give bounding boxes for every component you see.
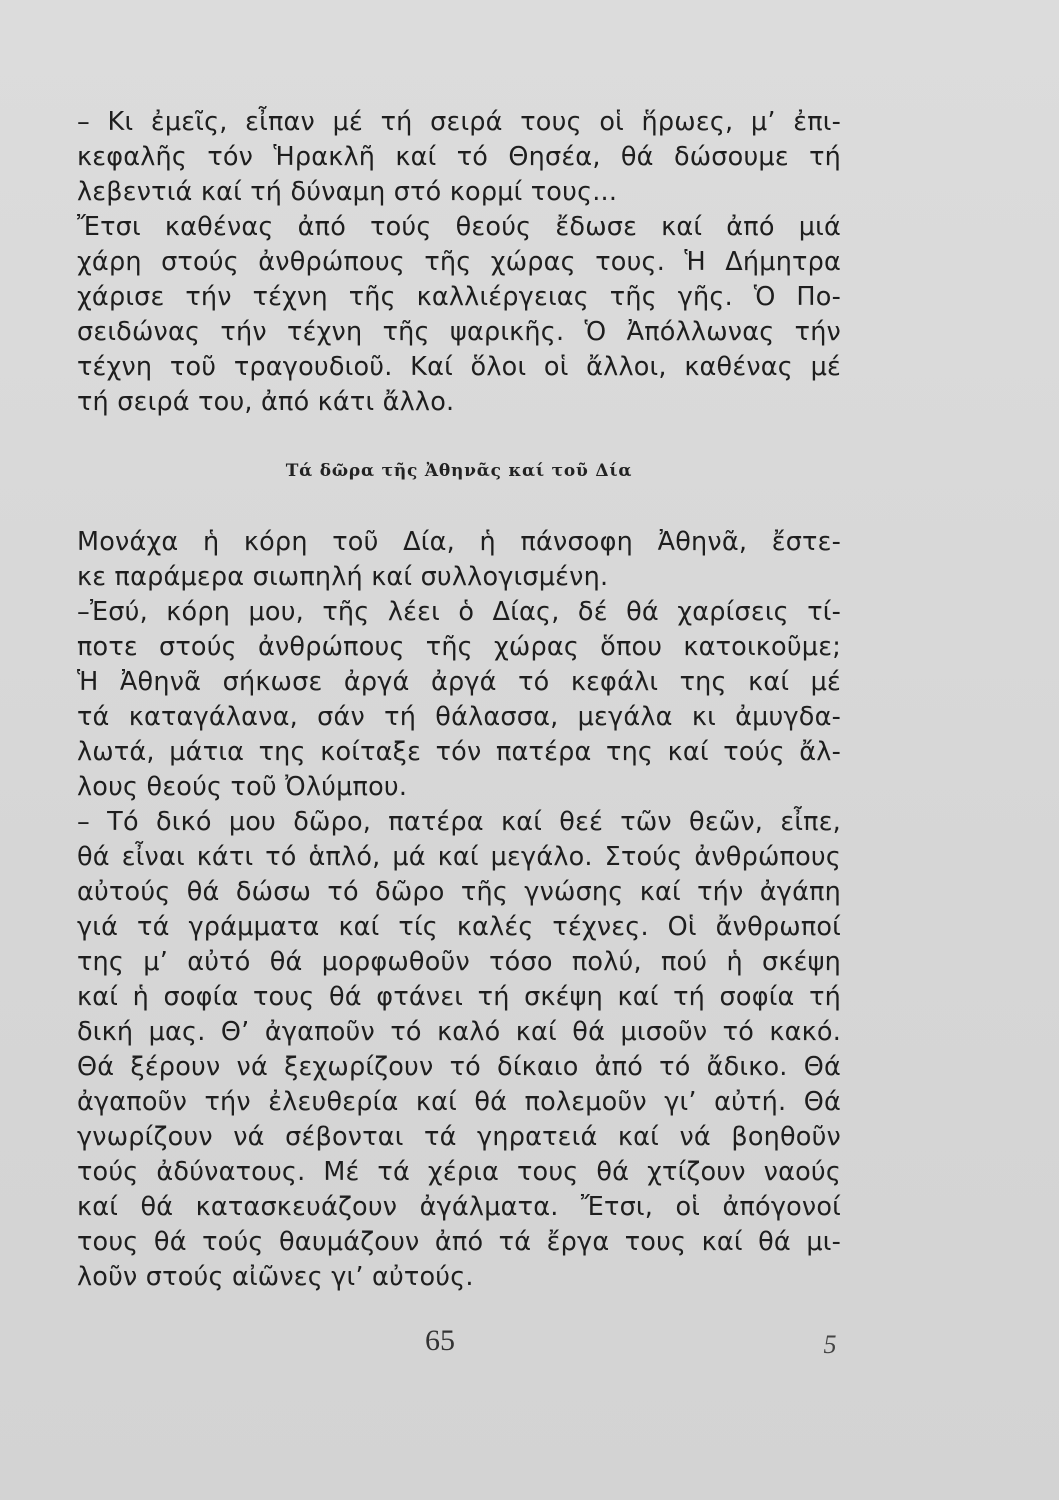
- text-line: τά καταγάλανα, σάν τή θάλασσα, μεγάλα κι ἀμυγδα-: [77, 702, 841, 732]
- text-line: Μονάχα ἡ κόρη τοῦ Δία, ἡ πάνσοφη Ἀθηνᾶ, ἔστε-: [77, 527, 841, 557]
- text-line: αὐτούς θά δώσω τό δῶρο τῆς γνώσης καί τήν ἀγάπη: [77, 877, 841, 907]
- text-line: Θά ξέρουν νά ξεχωρίζουν τό δίκαιο ἀπό τό ἄδικο. Θά: [77, 1052, 841, 1082]
- text-line: ποτε στούς ἀνθρώπους τῆς χώρας ὅπου κατοικοῦμε;: [77, 632, 841, 662]
- text-line: τή σειρά του, ἀπό κάτι ἄλλο.: [77, 387, 455, 417]
- text-line: λεβεντιά καί τή δύναμη στό κορμί τους...: [77, 177, 618, 207]
- text-line: θά εἶναι κάτι τό ἁπλό, μά καί μεγάλο. Στούς ἀνθρώπους: [77, 842, 841, 872]
- text-line: –Ἐσύ, κόρη μου, τῆς λέει ὁ Δίας, δέ θά χαρίσεις τί-: [77, 597, 841, 627]
- text-line: τούς ἀδύνατους. Μέ τά χέρια τους θά χτίζουν ναούς: [77, 1157, 841, 1187]
- text-line: γνωρίζουν νά σέβονται τά γηρατειά καί νά βοηθοῦν: [77, 1122, 841, 1152]
- text-line: τέχνη τοῦ τραγουδιοῦ. Καί ὅλοι οἱ ἄλλοι, καθένας μέ: [77, 352, 841, 382]
- text-line: λωτά, μάτια της κοίταξε τόν πατέρα της καί τούς ἄλ-: [77, 737, 841, 767]
- text-line: δική μας. Θ’ ἀγαποῦν τό καλό καί θά μισοῦν τό κακό.: [77, 1017, 841, 1047]
- text-line: λοῦν στούς αἰῶνες γι’ αὐτούς.: [77, 1262, 474, 1292]
- page-number: 65: [425, 1324, 455, 1357]
- text-line: καί ἡ σοφία τους θά φτάνει τή σκέψη καί τή σοφία τή: [77, 982, 841, 1012]
- text-line: κε παράμερα σιωπηλή καί συλλογισμένη.: [77, 562, 609, 592]
- text-line: χάρη στούς ἀνθρώπους τῆς χώρας τους. Ἡ Δήμητρα: [77, 247, 841, 277]
- text-line: γιά τά γράμματα καί τίς καλές τέχνες. Οἱ ἄνθρωποί: [77, 912, 841, 942]
- text-line: χάρισε τήν τέχνη τῆς καλλιέργειας τῆς γῆς. Ὁ Πο-: [77, 282, 841, 312]
- text-line: σειδώνας τήν τέχνη τῆς ψαρικῆς. Ὁ Ἀπόλλωνας τήν: [77, 317, 841, 347]
- text-line: Ἔτσι καθένας ἀπό τούς θεούς ἔδωσε καί ἀπό μιά: [77, 212, 841, 242]
- signature-mark: 5: [823, 1330, 837, 1359]
- text-line: τους θά τούς θαυμάζουν ἀπό τά ἔργα τους καί θά μι-: [77, 1227, 841, 1257]
- text-line: κεφαλῆς τόν Ἡρακλῆ καί τό Θησέα, θά δώσουμε τή: [77, 142, 841, 172]
- text-line: λους θεούς τοῦ Ὀλύμπου.: [77, 772, 408, 802]
- text-line: της μ’ αὐτό θά μορφωθοῦν τόσο πολύ, πού ἡ σκέψη: [77, 947, 841, 977]
- section-heading: Τά δῶρα τῆς Ἀθηνᾶς καί τοῦ Δία: [285, 461, 633, 481]
- text-line: – Τό δικό μου δῶρο, πατέρα καί θεέ τῶν θεῶν, εἶπε,: [77, 807, 841, 837]
- text-line: – Κι ἐμεῖς, εἶπαν μέ τή σειρά τους οἱ ἥρωες, μ’ ἐπι-: [77, 107, 841, 137]
- text-line: Ἡ Ἀθηνᾶ σήκωσε ἀργά ἀργά τό κεφάλι της καί μέ: [77, 667, 841, 697]
- text-line: ἀγαποῦν τήν ἐλευθερία καί θά πολεμοῦν γι’ αὐτή. Θά: [77, 1087, 841, 1117]
- text-line: καί θά κατασκευάζουν ἀγάλματα. Ἔτσι, οἱ ἀπόγονοί: [77, 1192, 841, 1222]
